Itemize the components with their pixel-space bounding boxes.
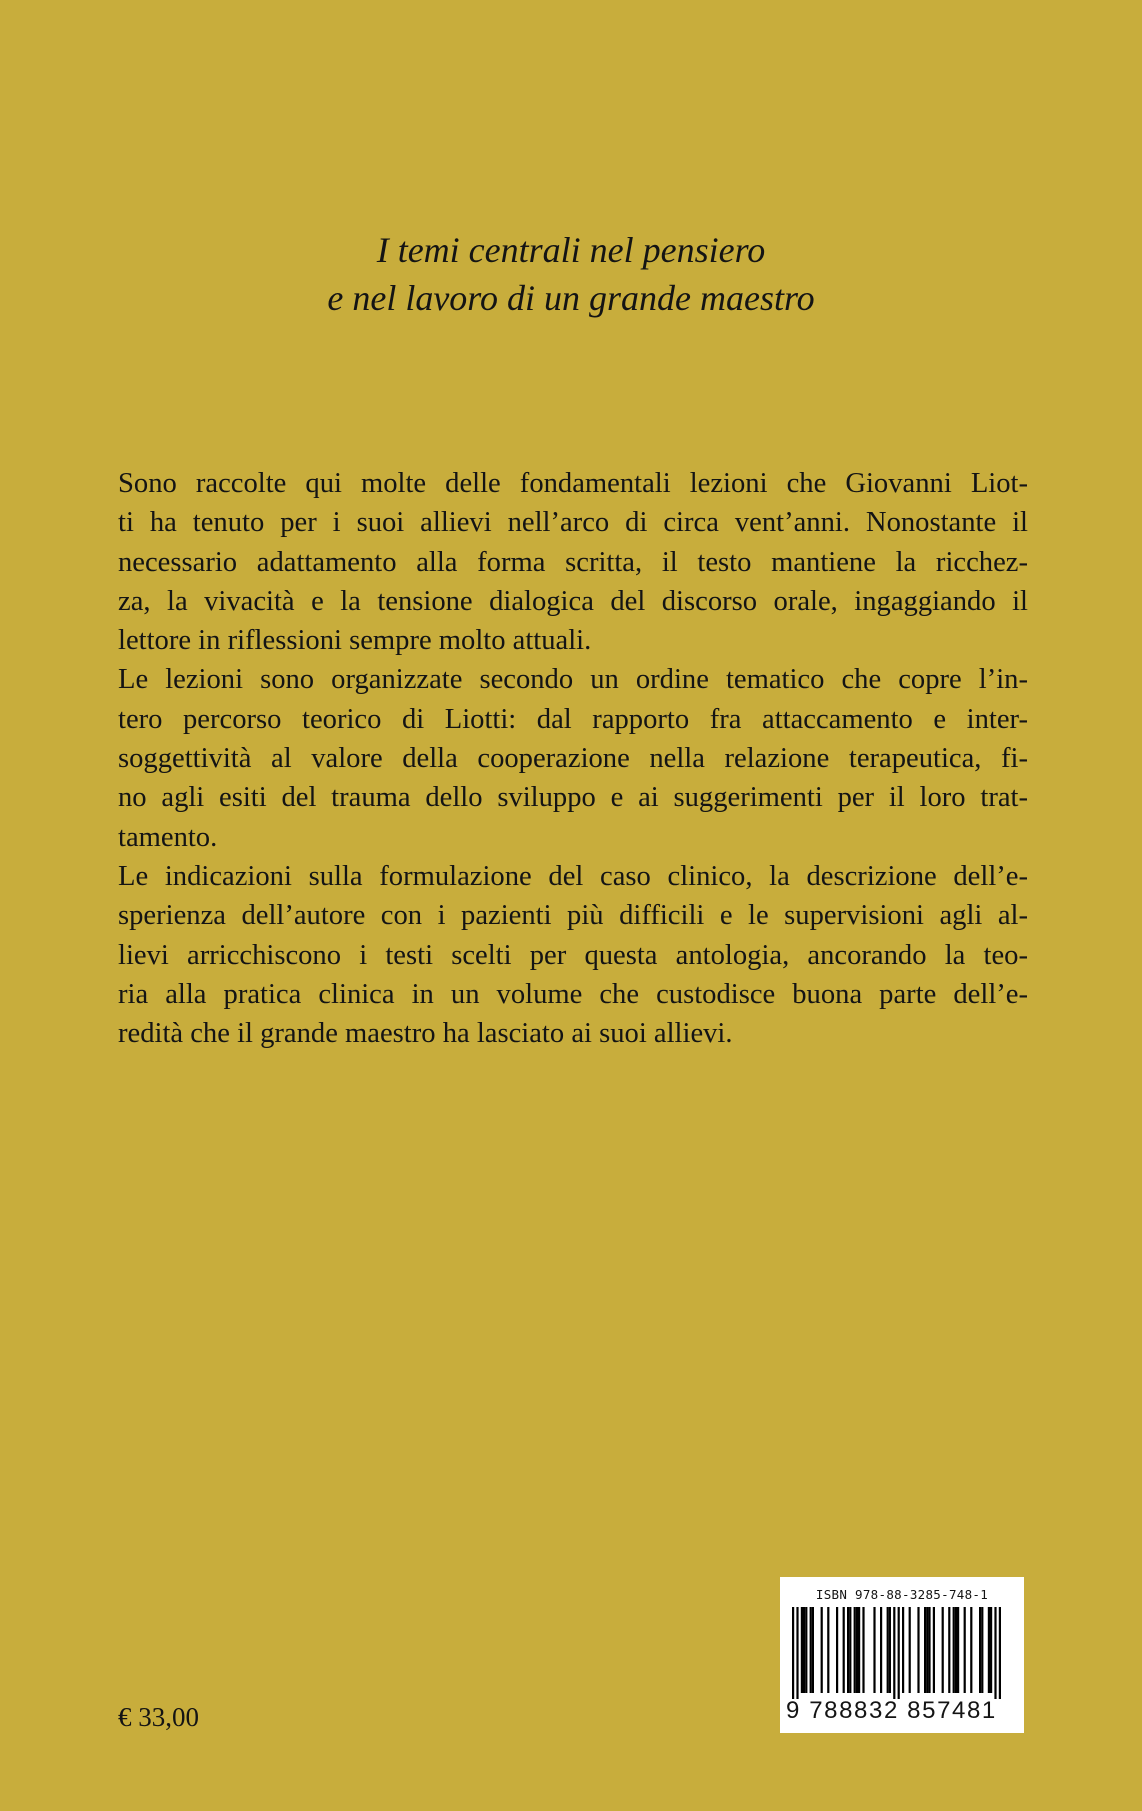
barcode-bar [999, 1607, 1001, 1699]
barcode-bar [909, 1607, 911, 1693]
barcode-bar [942, 1607, 944, 1693]
barcode-bar [953, 1607, 955, 1693]
blurb-line: Le indicazioni sulla formulazione del caso clinico, la descrizione dell’e- [118, 860, 1028, 892]
barcode-bar [858, 1607, 860, 1693]
barcode-bar [981, 1607, 983, 1693]
barcode-bar [933, 1607, 935, 1693]
blurb-line: necessario adattamento alla forma scritta, il testo mantiene la ricchez- [118, 546, 1028, 578]
blurb-line: Sono raccolte qui molte delle fondamentali lezioni che Giovanni Liot- [118, 468, 1028, 499]
barcode-bar [847, 1607, 849, 1693]
tagline-line: I temi centrali nel pensiero [376, 230, 766, 270]
barcode-bar [836, 1607, 838, 1693]
barcode-bar [805, 1607, 807, 1693]
barcode-bar [849, 1607, 851, 1693]
barcode-bar [801, 1607, 803, 1693]
blurb-line: ria alla pratica clinica in un volume che custodisce buona parte dell’e- [118, 978, 1028, 1010]
barcode-bar [994, 1607, 996, 1699]
barcode-bar [926, 1607, 928, 1693]
blurb-line: no agli esiti del trauma dello sviluppo e ai suggerimenti per il loro trat- [118, 782, 1028, 814]
blurb-line: ti ha tenuto per i suoi allievi nell’arco di circa vent’anni. Nonostante il [118, 507, 1028, 539]
barcode-bar [924, 1607, 926, 1693]
blurb-line: za, la vivacità e la tensione dialogica del discorso orale, ingaggiando il [118, 585, 1028, 617]
barcode-bar [957, 1607, 959, 1693]
isbn-label: ISBN 978-88-3285-748-1 [815, 1587, 989, 1602]
tagline [0, 226, 1142, 322]
barcode-bar [887, 1607, 889, 1693]
barcode-bar [843, 1607, 845, 1693]
barcode-bar [880, 1607, 882, 1693]
blurb-line: redità che il grande maestro ha lasciato ai suoi allievi. [118, 1018, 733, 1050]
barcode-bar [873, 1607, 875, 1693]
blurb-line: tamento. [118, 821, 218, 853]
price-label: € 33,00 [118, 1702, 199, 1732]
barcode-bar [990, 1607, 992, 1693]
barcode-bar [893, 1607, 895, 1699]
barcode-bar [970, 1607, 972, 1693]
barcode-bar [812, 1607, 814, 1693]
barcode-bar [854, 1607, 856, 1693]
barcode-bar [898, 1607, 900, 1699]
barcode-bar [810, 1607, 812, 1693]
barcode-bar [796, 1607, 798, 1699]
barcode-bar [792, 1607, 794, 1699]
barcode-bar [821, 1607, 823, 1693]
barcode-bar [902, 1607, 904, 1693]
barcode-bar [856, 1607, 858, 1693]
barcode-bars [792, 1607, 1012, 1699]
blurb-line: Le lezioni sono organizzate secondo un ordine tematico che copre l’in- [118, 664, 1028, 696]
barcode-bar [862, 1607, 864, 1693]
barcode-bar [988, 1607, 990, 1693]
barcode-bar [955, 1607, 957, 1693]
barcode-bar [948, 1607, 950, 1693]
blurb-line: lettore in riflessioni sempre molto attuali. [118, 625, 592, 657]
tagline-line: e nel lavoro di un grande maestro [327, 278, 815, 318]
barcode-bar [827, 1607, 829, 1693]
blurb-line: soggettività al valore della cooperazione nella relazione terapeutica, fi- [118, 743, 1028, 775]
barcode-bar [889, 1607, 891, 1693]
barcode-bar [917, 1607, 919, 1693]
blurb-line: sperienza dell’autore con i pazienti più difficili e le supervisioni agli al- [118, 900, 1028, 932]
back-cover-blurb [118, 464, 1028, 1053]
barcode-bar [803, 1607, 805, 1693]
blurb-line: lievi arricchiscono i testi scelti per questa antologia, ancorando la teo- [118, 939, 1028, 971]
isbn-barcode [780, 1577, 1024, 1733]
barcode-bar [979, 1607, 981, 1693]
barcode-digits: 9 788832 857481 [786, 1697, 997, 1724]
barcode-bar [964, 1607, 966, 1693]
blurb-line: tero percorso teorico di Liotti: dal rapporto fra attaccamento e inter- [118, 703, 1028, 735]
barcode-bar [928, 1607, 930, 1693]
